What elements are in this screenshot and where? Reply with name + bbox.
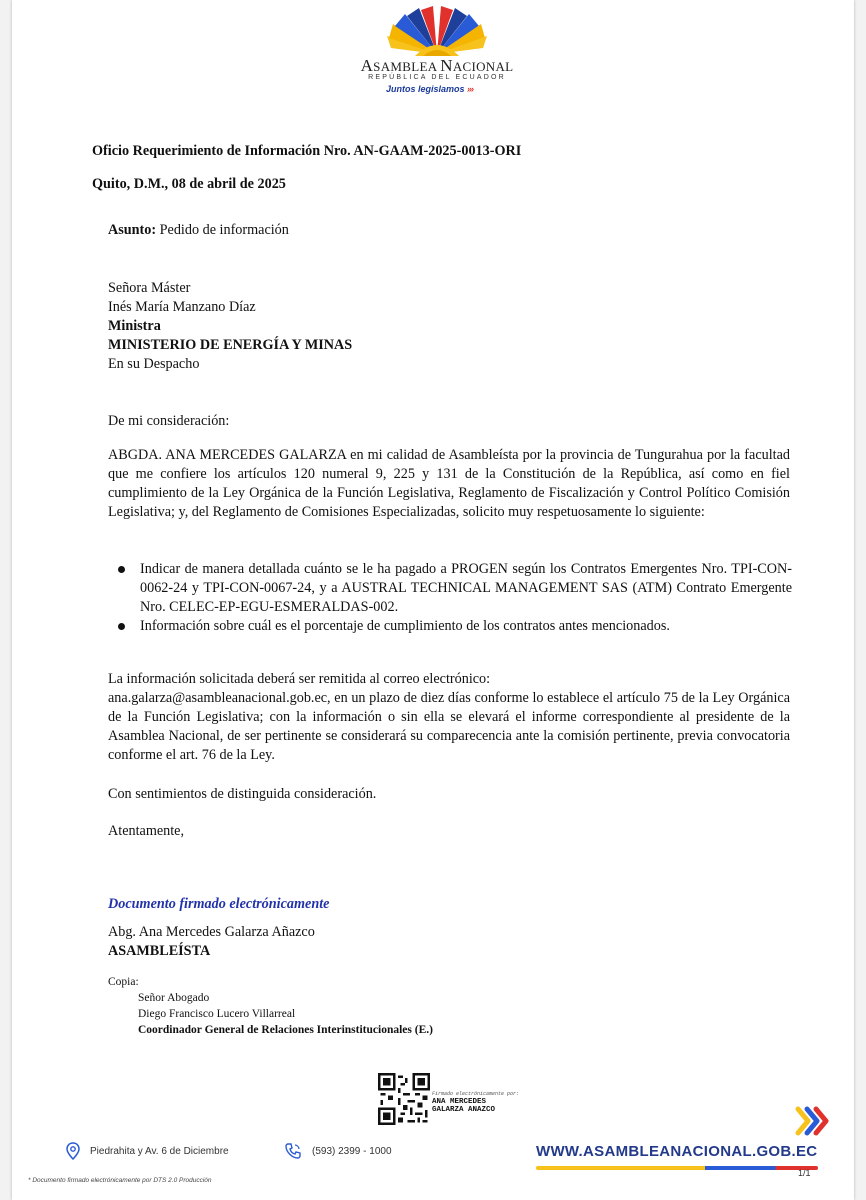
condor-emblem-icon <box>382 4 492 58</box>
greeting: De mi consideración: <box>108 413 230 429</box>
website-link[interactable]: WWW.ASAMBLEANACIONAL.GOB.EC <box>536 1143 818 1160</box>
request-list <box>118 560 792 636</box>
document-page <box>12 0 854 1200</box>
chevrons-icon <box>794 1105 830 1137</box>
list-item: Indicar de manera detallada cuánto se le ha pagado a PROGEN según los Contratos Emergentes Nro. TPI-CON-0062-24 y TPI-CON-0067-24, y a AUSTRAL TECHNICAL MANAGEMENT SAS (ATM) Contrato Emergente Nro. CELEC-EP-EGU-ESMERALDAS-002. <box>118 560 792 617</box>
body-paragraph: ABGDA. ANA MERCEDES GALARZA en mi calidad de Asambleísta por la provincia de Tungurahua por la facultad que me confiere los artículos 120 numeral 9, 225 y 131 de la Constitución de la República, así como en fiel cumplimiento de la Ley Orgánica de la Función Legislativa, Reglamento de Fiscalización y Control Político Comisión Legislativa; y, del Reglamento de Comisiones Especializadas, solicito muy respetuosamente lo siguiente: <box>108 447 790 520</box>
addressee-role: Ministra <box>108 318 161 334</box>
delivery-paragraph: ana.galarza@asambleanacional.gob.ec, en un plazo de diez días conforme lo establece el artículo 75 de la Ley Orgánica de la Función Legislativa; con la información o sin ella se elevará el informe correspondiente al presidente de la Asamblea Nacional, de ser pertinente se considerará su comparecencia ante la comisión pertinente, previa convocatoria conforme el art. 76 de la Ley. <box>108 690 790 763</box>
bullet-icon <box>118 566 125 573</box>
brand-name: ASAMBLEA NACIONAL <box>360 56 514 75</box>
place-date: Quito, D.M., 08 de abril de 2025 <box>92 176 286 192</box>
phone-icon <box>284 1142 302 1160</box>
list-item: Información sobre cuál es el porcentaje de cumplimiento de los contratos antes mencionados. <box>118 617 792 636</box>
copy-title: Señor Abogado <box>138 992 210 1004</box>
signature-stamp-text: Firmado electrónicamente por: ANA MERCEDES GALARZA ANAZCO <box>432 1091 520 1114</box>
footer-address: Piedrahita y Av. 6 de Diciembre <box>66 1142 229 1160</box>
asamblea-logo <box>332 4 552 100</box>
oficio-number: Oficio Requerimiento de Información Nro. AN-GAAM-2025-0013-ORI <box>92 143 522 159</box>
brand-subtitle: REPÚBLICA DEL ECUADOR <box>368 74 506 81</box>
chevrons-icon: ››› <box>467 84 474 94</box>
addressee-dispatch: En su Despacho <box>108 356 200 372</box>
signer-name: Abg. Ana Mercedes Galarza Añazco <box>108 924 315 940</box>
electronic-signature-note: Documento firmado electrónicamente <box>108 896 330 912</box>
subject-label: Asunto: <box>108 222 157 238</box>
copy-role: Coordinador General de Relaciones Interinstitucionales (E.) <box>138 1024 433 1036</box>
bullet-icon <box>118 623 125 630</box>
addressee-title: Señora Máster <box>108 280 191 296</box>
footer-note: * Documento firmado electrónicamente por DTS 2.0 Producción <box>28 1177 212 1184</box>
signature-qr-code <box>378 1073 430 1125</box>
subject-value: Pedido de información <box>156 222 289 238</box>
closing: Con sentimientos de distinguida consideración. <box>108 786 377 802</box>
brand-tagline: Juntos legislamos ››› <box>386 84 474 94</box>
copy-label: Copia: <box>108 976 139 988</box>
tricolor-bar <box>536 1166 818 1170</box>
footer-phone: (593) 2399 - 1000 <box>284 1142 392 1160</box>
signer-role: ASAMBLEÍSTA <box>108 943 211 959</box>
addressee-institution: MINISTERIO DE ENERGÍA Y MINAS <box>108 337 353 353</box>
location-pin-icon <box>66 1142 80 1160</box>
regards: Atentamente, <box>108 823 185 839</box>
delivery-intro: La información solicitada deberá ser remitida al correo electrónico: <box>108 671 491 687</box>
subject <box>108 221 289 240</box>
addressee-name: Inés María Manzano Díaz <box>108 299 256 315</box>
page-number: 1/1 <box>798 1168 811 1178</box>
copy-name: Diego Francisco Lucero Villarreal <box>138 1008 296 1020</box>
